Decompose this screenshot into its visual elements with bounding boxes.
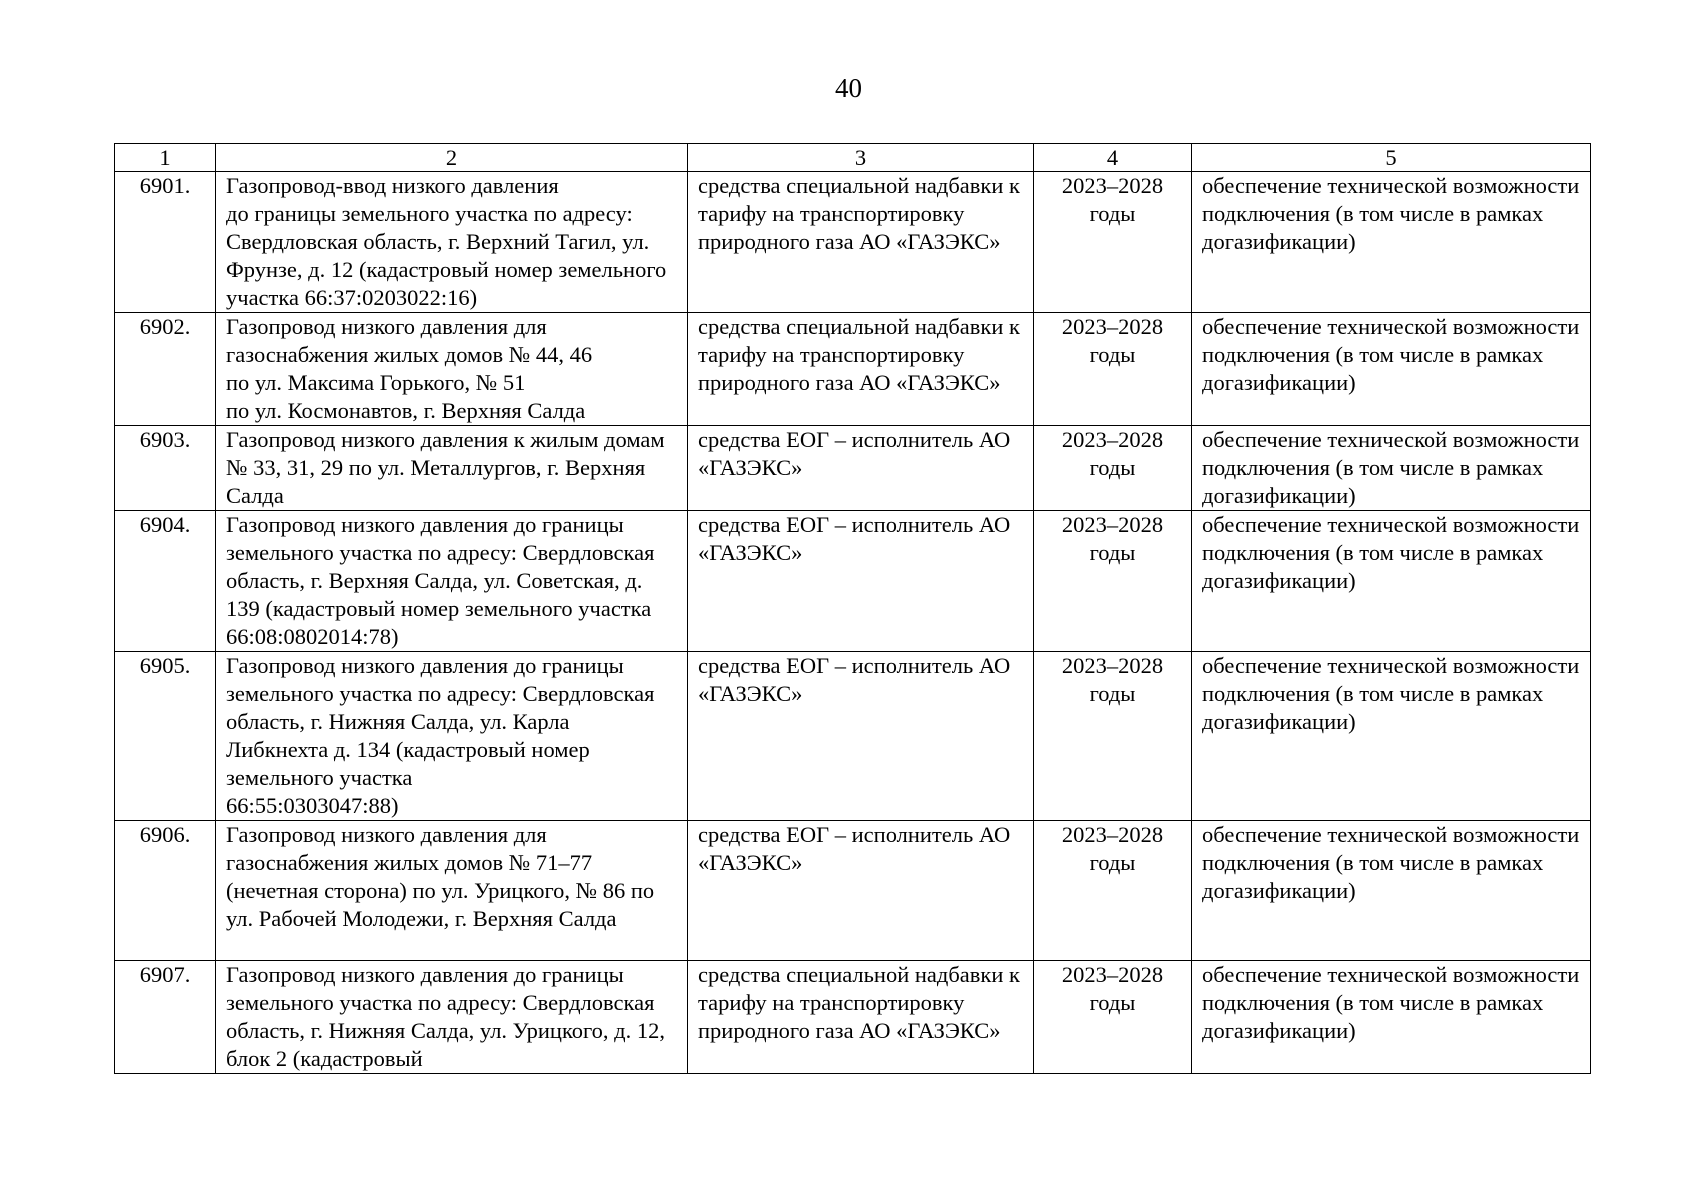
implementation-period: 2023–2028 годы	[1034, 426, 1192, 511]
column-header: 4	[1034, 144, 1192, 172]
purpose: обеспечение технической возможности подключения (в том числе в рамках догазификации)	[1192, 172, 1591, 313]
row-number: 6906.	[115, 821, 216, 961]
object-description: Газопровод низкого давления до границы земельного участка по адресу: Свердловская область, г. Нижняя Салда, ул. Карла Либкнехта д. 134 (кадастровый номер земельного участка 66:55:0303047:88)	[216, 652, 688, 821]
implementation-period: 2023–2028 годы	[1034, 652, 1192, 821]
row-number: 6905.	[115, 652, 216, 821]
funding-source: средства ЕОГ – исполнитель АО «ГАЗЭКС»	[688, 821, 1034, 961]
row-number: 6901.	[115, 172, 216, 313]
registry-table	[114, 143, 1591, 1074]
purpose: обеспечение технической возможности подключения (в том числе в рамках догазификации)	[1192, 961, 1591, 1074]
table-row	[115, 426, 1591, 511]
table-row	[115, 172, 1591, 313]
table-row	[115, 313, 1591, 426]
object-description: Газопровод низкого давления к жилым домам № 33, 31, 29 по ул. Металлургов, г. Верхняя Салда	[216, 426, 688, 511]
purpose: обеспечение технической возможности подключения (в том числе в рамках догазификации)	[1192, 511, 1591, 652]
purpose: обеспечение технической возможности подключения (в том числе в рамках догазификации)	[1192, 652, 1591, 821]
row-number: 6903.	[115, 426, 216, 511]
funding-source: средства специальной надбавки к тарифу на транспортировку природного газа АО «ГАЗЭКС»	[688, 313, 1034, 426]
page-number: 40	[835, 73, 862, 103]
funding-source: средства специальной надбавки к тарифу на транспортировку природного газа АО «ГАЗЭКС»	[688, 172, 1034, 313]
implementation-period: 2023–2028 годы	[1034, 313, 1192, 426]
object-description: Газопровод низкого давления до границы земельного участка по адресу: Свердловская область, г. Нижняя Салда, ул. Урицкого, д. 12, блок 2 (кадастровый	[216, 961, 688, 1074]
implementation-period: 2023–2028 годы	[1034, 511, 1192, 652]
purpose: обеспечение технической возможности подключения (в том числе в рамках догазификации)	[1192, 313, 1591, 426]
implementation-period: 2023–2028 годы	[1034, 172, 1192, 313]
object-description: Газопровод низкого давления до границы земельного участка по адресу: Свердловская область, г. Верхняя Салда, ул. Советская, д. 139 (кадастровый номер земельного участка 66:08:0802014:78)	[216, 511, 688, 652]
column-header: 3	[688, 144, 1034, 172]
table-row	[115, 511, 1591, 652]
purpose: обеспечение технической возможности подключения (в том числе в рамках догазификации)	[1192, 426, 1591, 511]
column-header: 2	[216, 144, 688, 172]
table-row	[115, 652, 1591, 821]
object-description: Газопровод низкого давления для газоснабжения жилых домов № 71–77 (нечетная сторона) по ул. Урицкого, № 86 по ул. Рабочей Молодежи, г. Верхняя Салда	[216, 821, 688, 961]
table-row	[115, 821, 1591, 961]
object-description: Газопровод низкого давления для газоснабжения жилых домов № 44, 46 по ул. Максима Горького, № 51 по ул. Космонавтов, г. Верхняя Салда	[216, 313, 688, 426]
purpose: обеспечение технической возможности подключения (в том числе в рамках догазификации)	[1192, 821, 1591, 961]
object-description: Газопровод-ввод низкого давления до границы земельного участка по адресу: Свердловская область, г. Верхний Тагил, ул. Фрунзе, д. 12 (кадастровый номер земельного участка 66:37:0203022:16)	[216, 172, 688, 313]
implementation-period: 2023–2028 годы	[1034, 961, 1192, 1074]
table-row	[115, 961, 1591, 1074]
funding-source: средства ЕОГ – исполнитель АО «ГАЗЭКС»	[688, 652, 1034, 821]
row-number: 6904.	[115, 511, 216, 652]
funding-source: средства специальной надбавки к тарифу на транспортировку природного газа АО «ГАЗЭКС»	[688, 961, 1034, 1074]
table-header-row	[115, 144, 1591, 172]
implementation-period: 2023–2028 годы	[1034, 821, 1192, 961]
row-number: 6907.	[115, 961, 216, 1074]
column-header: 5	[1192, 144, 1591, 172]
column-header: 1	[115, 144, 216, 172]
funding-source: средства ЕОГ – исполнитель АО «ГАЗЭКС»	[688, 511, 1034, 652]
row-number: 6902.	[115, 313, 216, 426]
funding-source: средства ЕОГ – исполнитель АО «ГАЗЭКС»	[688, 426, 1034, 511]
